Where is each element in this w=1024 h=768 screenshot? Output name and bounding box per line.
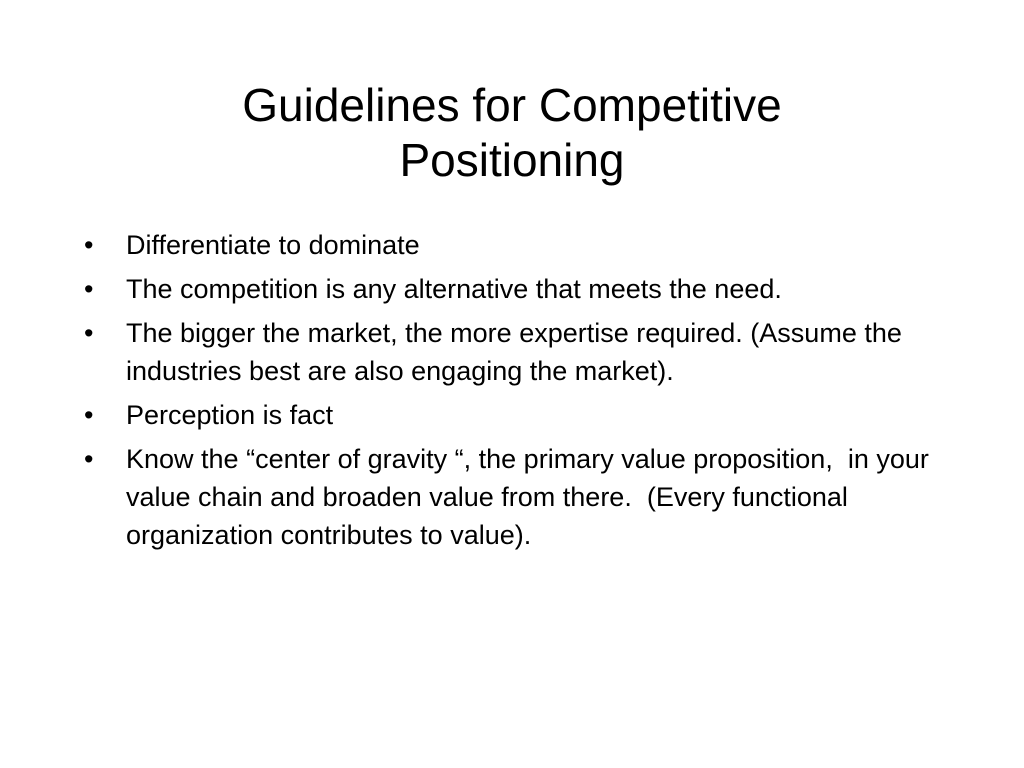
bullet-text: Perception is fact xyxy=(126,400,334,430)
bullet-list xyxy=(84,226,954,560)
bullet-icon: • xyxy=(84,274,94,304)
bullet-item xyxy=(84,270,954,308)
bullet-text: The competition is any alternative that meets the need. xyxy=(126,274,782,304)
bullet-icon: • xyxy=(84,444,94,474)
bullet-item xyxy=(84,440,954,554)
bullet-text: Differentiate to dominate xyxy=(126,230,420,260)
bullet-text: Know the “center of gravity “, the primary value proposition, in your value chain and broaden value from there. (Every functional organization contributes to value). xyxy=(126,444,937,550)
bullet-text: The bigger the market, the more expertise required. (Assume the industries best are also engaging the market). xyxy=(126,318,910,386)
bullet-item xyxy=(84,314,954,390)
bullet-item xyxy=(84,226,954,264)
bullet-icon: • xyxy=(84,318,94,348)
bullet-item xyxy=(84,396,954,434)
bullet-icon: • xyxy=(84,230,94,260)
slide-title: Guidelines for Competitive Positioning xyxy=(242,79,782,186)
bullet-icon: • xyxy=(84,400,94,430)
